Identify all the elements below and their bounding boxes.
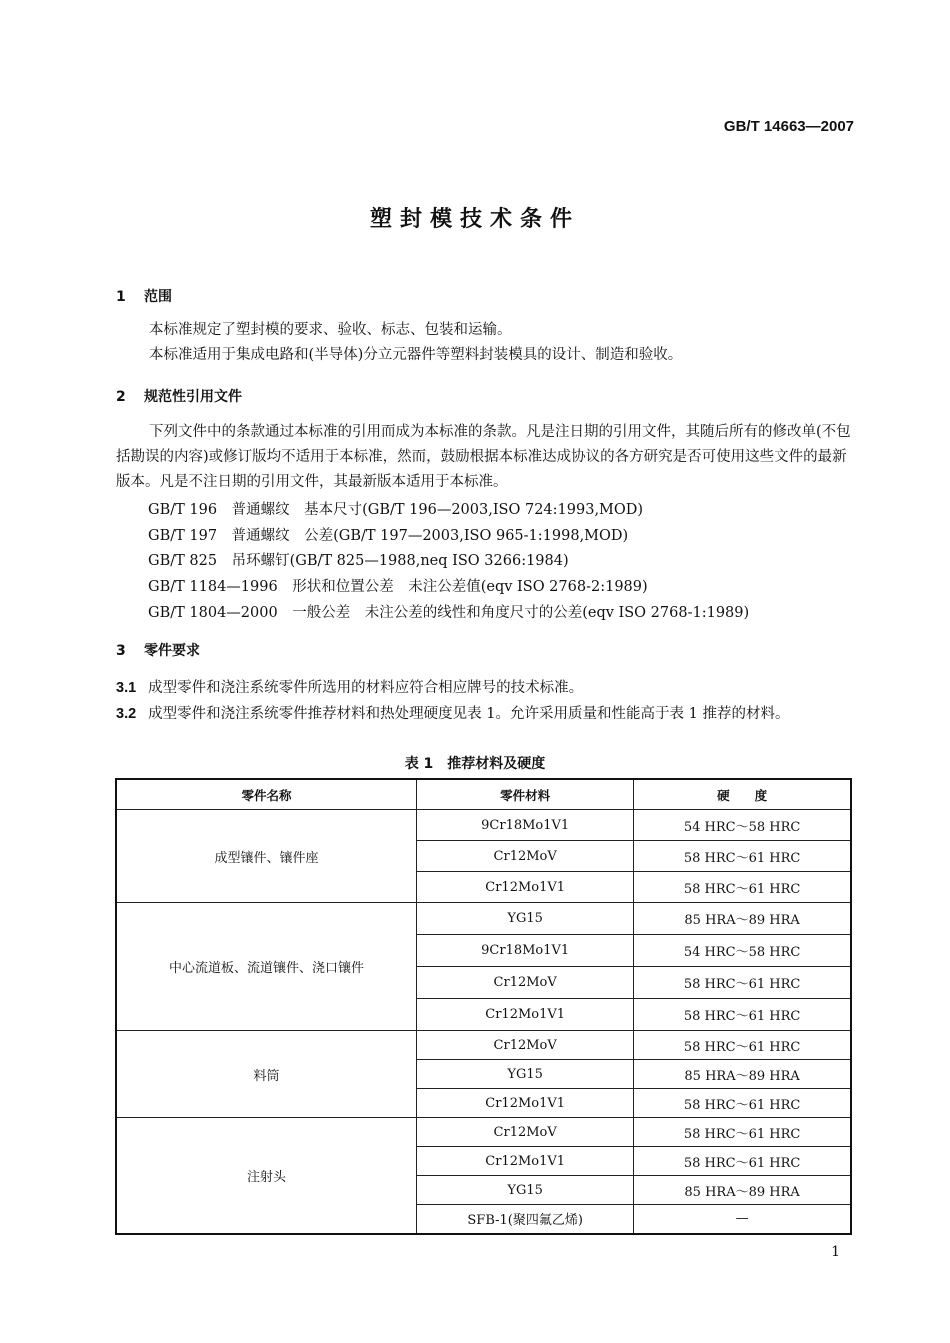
- hardness-cell: 58 HRC～61 HRC: [634, 967, 851, 999]
- section-1-paragraph: 本标准适用于集成电路和(半导体)分立元器件等塑料封装模具的设计、制造和验收。: [149, 347, 683, 363]
- section-1-paragraph: 本标准规定了塑封模的要求、验收、标志、包装和运输。: [149, 322, 512, 338]
- header-part-name: 零件名称: [116, 779, 417, 810]
- material-cell: YG15: [417, 903, 634, 935]
- hardness-cell: 58 HRC～61 HRC: [634, 1031, 851, 1060]
- clause-3-1: [116, 676, 854, 701]
- hardness-cell: 85 HRA～89 HRA: [634, 903, 851, 935]
- normative-reference: GB/T 197 普通螺纹 公差(GB/T 197—2003,ISO 965-1:1998,MOD): [148, 528, 629, 544]
- material-cell: Cr12Mo1V1: [417, 872, 634, 903]
- part-name-cell: 注射头: [116, 1118, 417, 1234]
- hardness-cell: 54 HRC～58 HRC: [634, 810, 851, 841]
- hardness-cell: 58 HRC～61 HRC: [634, 1089, 851, 1118]
- material-cell: Cr12Mo1V1: [417, 1089, 634, 1118]
- material-cell: Cr12MoV: [417, 967, 634, 999]
- table-row: [116, 1118, 851, 1147]
- hardness-cell: 58 HRC～61 HRC: [634, 872, 851, 903]
- table-row: [116, 810, 851, 841]
- section-number: 1: [116, 289, 126, 305]
- standard-code: GB/T 14663—2007: [723, 118, 854, 135]
- normative-reference: GB/T 825 吊环螺钉(GB/T 825—1988,neq ISO 3266:1984): [148, 553, 569, 569]
- part-name-cell: 料筒: [116, 1031, 417, 1118]
- hardness-cell: 85 HRA～89 HRA: [634, 1176, 851, 1205]
- clause-text: 成型零件和浇注系统零件所选用的材料应符合相应牌号的技术标准。: [148, 680, 584, 696]
- material-cell: YG15: [417, 1176, 634, 1205]
- material-cell: YG15: [417, 1060, 634, 1089]
- normative-reference: GB/T 196 普通螺纹 基本尺寸(GB/T 196—2003,ISO 724:1993,MOD): [148, 502, 644, 518]
- material-cell: Cr12Mo1V1: [417, 999, 634, 1031]
- table-row: [116, 903, 851, 935]
- section-number: 2: [116, 389, 126, 405]
- clause-3-2: [116, 702, 854, 727]
- section-2-heading: [116, 386, 242, 406]
- page-number: 1: [831, 1244, 840, 1260]
- section-number: 3: [116, 643, 126, 659]
- hardness-cell: —: [634, 1205, 851, 1234]
- clause-text: 成型零件和浇注系统零件推荐材料和热处理硬度见表 1。允许采用质量和性能高于表 1 推荐的材料。: [148, 706, 790, 722]
- header-hardness: 硬 度: [634, 779, 851, 810]
- clause-number: 3.2: [116, 706, 137, 722]
- normative-reference: GB/T 1804—2000 一般公差 未注公差的线性和角度尺寸的公差(eqv ISO 2768-1:1989): [148, 605, 750, 621]
- hardness-cell: 58 HRC～61 HRC: [634, 1147, 851, 1176]
- material-cell: 9Cr18Mo1V1: [417, 935, 634, 967]
- material-cell: SFB-1(聚四氟乙烯): [417, 1205, 634, 1234]
- material-cell: Cr12MoV: [417, 841, 634, 872]
- table-row: [116, 1031, 851, 1060]
- material-cell: 9Cr18Mo1V1: [417, 810, 634, 841]
- section-2-intro: 下列文件中的条款通过本标准的引用而成为本标准的条款。凡是注日期的引用文件，其随后所有的修改单(不包括勘误的内容)或修订版均不适用于本标准，然而，鼓励根据本标准达成协议的各方研究是否可使用这些文件的最新版本。凡是不注日期的引用文件，其最新版本适用于本标准。: [116, 424, 851, 490]
- material-cell: Cr12MoV: [417, 1118, 634, 1147]
- document-title: 塑封模技术条件: [369, 207, 580, 232]
- materials-table: [115, 778, 852, 1235]
- hardness-cell: 58 HRC～61 HRC: [634, 1118, 851, 1147]
- hardness-cell: 58 HRC～61 HRC: [634, 841, 851, 872]
- part-name-cell: 中心流道板、流道镶件、浇口镶件: [116, 903, 417, 1031]
- hardness-cell: 85 HRA～89 HRA: [634, 1060, 851, 1089]
- hardness-cell: 54 HRC～58 HRC: [634, 935, 851, 967]
- table-header-row: [116, 779, 851, 810]
- section-1-heading: [116, 286, 172, 306]
- clause-number: 3.1: [116, 680, 137, 696]
- material-cell: Cr12MoV: [417, 1031, 634, 1060]
- header-material: 零件材料: [417, 779, 634, 810]
- table-title: 表 1 推荐材料及硬度: [404, 756, 546, 772]
- normative-reference: GB/T 1184—1996 形状和位置公差 未注公差值(eqv ISO 2768-2:1989): [148, 579, 648, 595]
- section-title: 范围: [144, 289, 172, 305]
- hardness-cell: 58 HRC～61 HRC: [634, 999, 851, 1031]
- part-name-cell: 成型镶件、镶件座: [116, 810, 417, 903]
- section-3-heading: [116, 640, 200, 660]
- section-title: 零件要求: [144, 643, 200, 659]
- material-cell: Cr12Mo1V1: [417, 1147, 634, 1176]
- section-title: 规范性引用文件: [144, 389, 242, 405]
